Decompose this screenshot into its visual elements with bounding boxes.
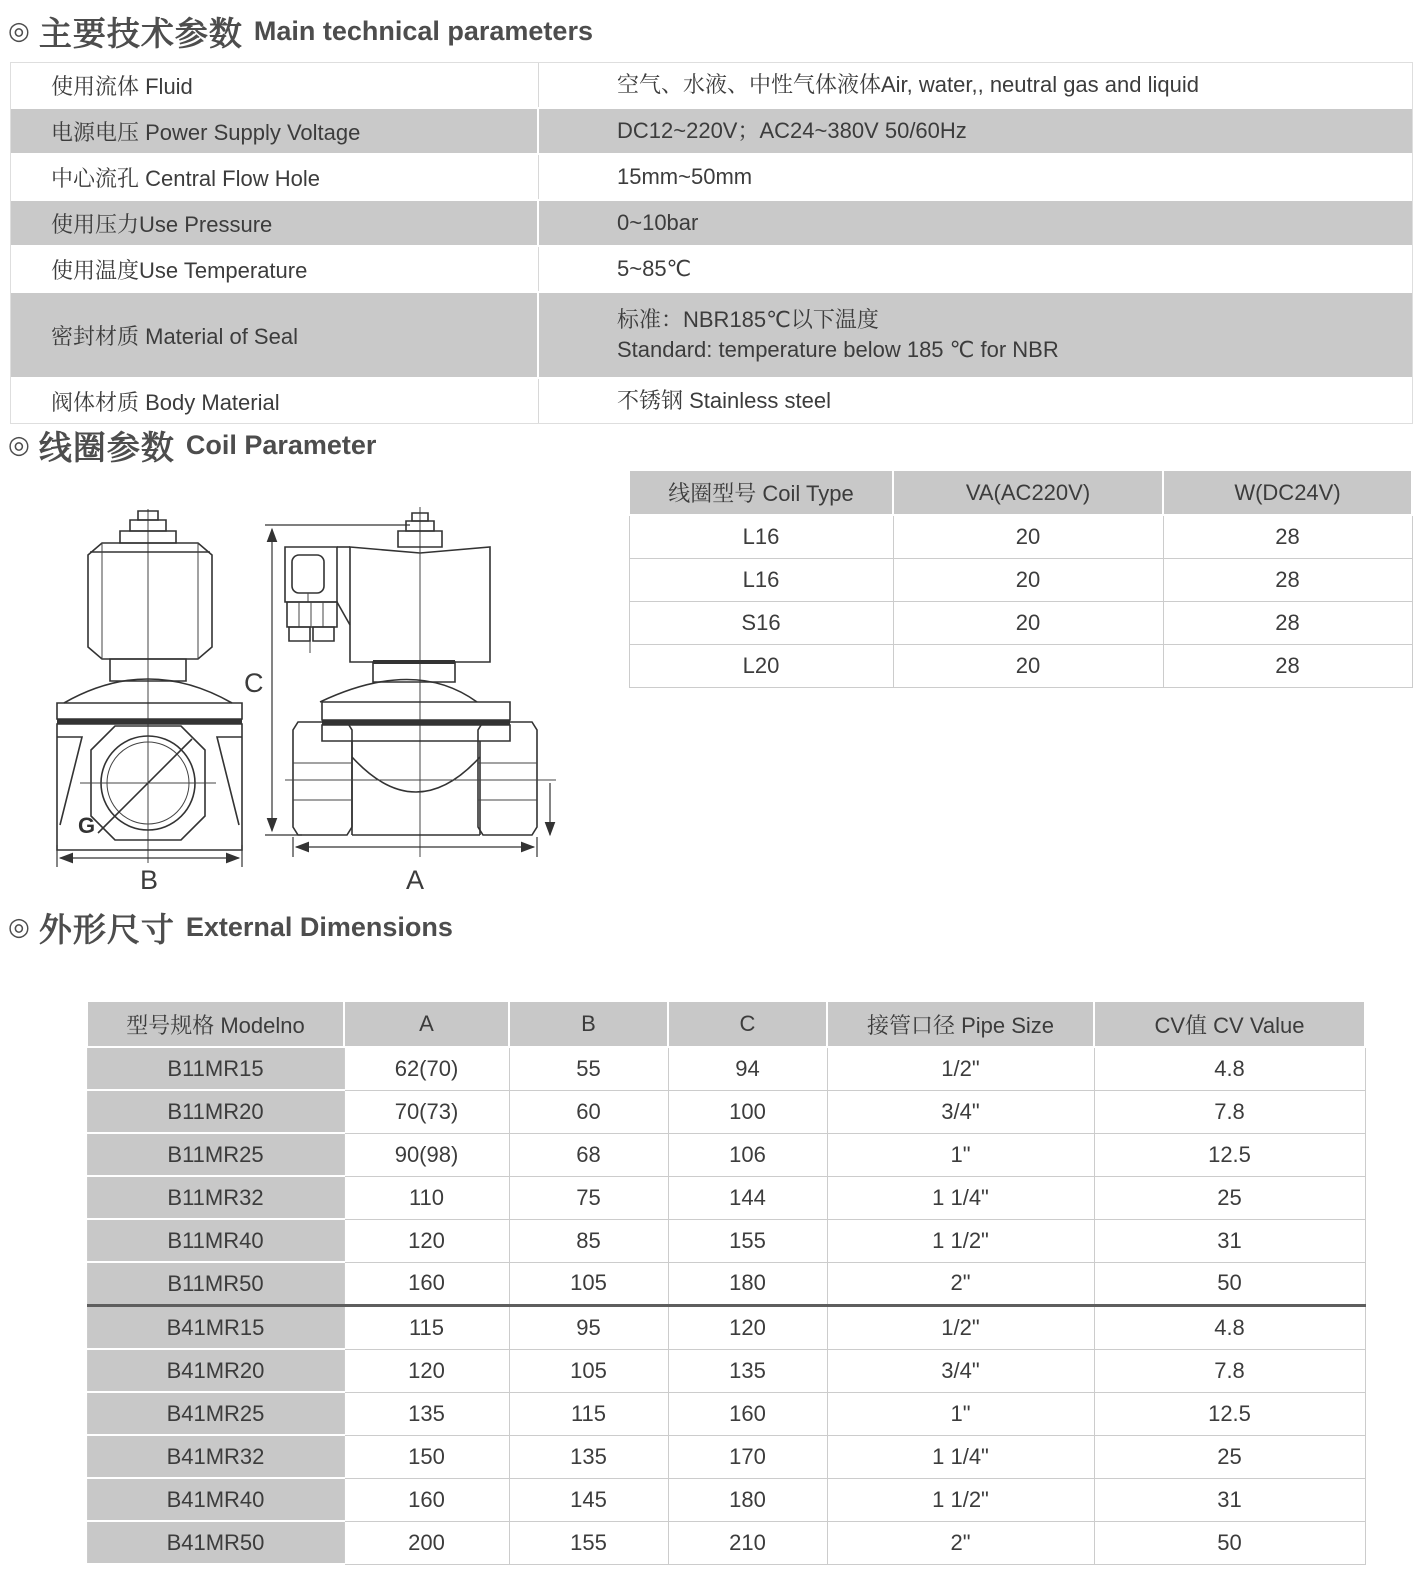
- table-cell: 50: [1094, 1262, 1365, 1306]
- table-row: [87, 1133, 1365, 1176]
- table-cell: 31: [1094, 1219, 1365, 1262]
- param-row: [11, 153, 1412, 199]
- table-cell: 115: [509, 1392, 668, 1435]
- table-cell: 20: [893, 515, 1163, 559]
- table-cell: 20: [893, 602, 1163, 645]
- param-value: DC12~220V；AC24~380V 50/60Hz: [617, 118, 967, 143]
- param-value: 5~85℃: [617, 256, 692, 281]
- table-cell: 115: [344, 1306, 509, 1350]
- section-title-coil-parameter: [8, 422, 376, 469]
- table-cell: 12.5: [1094, 1392, 1365, 1435]
- table-row: [87, 1176, 1365, 1219]
- param-label: 阀体材质 Body Material: [11, 379, 539, 423]
- table-cell: 7.8: [1094, 1090, 1365, 1133]
- table-cell: 105: [509, 1262, 668, 1306]
- header-cell: 接管口径 Pipe Size: [827, 1001, 1094, 1047]
- coil-parameter-table: [628, 469, 1413, 688]
- dimension-label-b: B: [140, 865, 159, 895]
- table-cell: 150: [344, 1435, 509, 1478]
- table-cell: 110: [344, 1176, 509, 1219]
- param-value: 不锈钢 Stainless steel: [617, 388, 831, 413]
- table-cell: B41MR20: [87, 1349, 344, 1392]
- table-cell: 170: [668, 1435, 827, 1478]
- param-row: [11, 245, 1412, 291]
- header-cell: C: [668, 1001, 827, 1047]
- table-cell: 1 1/2": [827, 1478, 1094, 1521]
- table-cell: 20: [893, 645, 1163, 688]
- table-cell: 25: [1094, 1435, 1365, 1478]
- table-cell: S16: [629, 602, 893, 645]
- table-cell: 2": [827, 1262, 1094, 1306]
- table-cell: 135: [668, 1349, 827, 1392]
- header-cell: 线圈型号 Coil Type: [629, 470, 893, 515]
- title-en: External Dimensions: [185, 912, 453, 942]
- param-label: 使用温度Use Temperature: [11, 247, 539, 291]
- table-cell: 135: [344, 1392, 509, 1435]
- table-row: [87, 1349, 1365, 1392]
- table-cell: 90(98): [344, 1133, 509, 1176]
- title-zh: 主要技术参数: [38, 15, 243, 52]
- table-cell: 50: [1094, 1521, 1365, 1564]
- table-cell: 1": [827, 1392, 1094, 1435]
- table-cell: 85: [509, 1219, 668, 1262]
- table-cell: 60: [509, 1090, 668, 1133]
- param-row: [11, 291, 1412, 377]
- coil-table-header: [629, 470, 1412, 515]
- param-value: [539, 293, 1412, 377]
- table-cell: B11MR32: [87, 1176, 344, 1219]
- table-cell: 1 1/4": [827, 1435, 1094, 1478]
- dims-table-header: [87, 1001, 1365, 1047]
- table-cell: 12.5: [1094, 1133, 1365, 1176]
- param-row: [11, 107, 1412, 153]
- table-cell: 25: [1094, 1176, 1365, 1219]
- table-row: [87, 1392, 1365, 1435]
- table-cell: 31: [1094, 1478, 1365, 1521]
- title-en: Main technical parameters: [253, 16, 593, 46]
- param-value-line: Standard: temperature below 185 ℃ for NBR: [617, 337, 1059, 362]
- title-en: Coil Parameter: [185, 430, 377, 460]
- table-cell: 3/4": [827, 1090, 1094, 1133]
- dimension-label-a: A: [406, 865, 425, 895]
- param-label: 使用流体 Fluid: [11, 63, 539, 107]
- table-cell: B41MR25: [87, 1392, 344, 1435]
- table-cell: B11MR20: [87, 1090, 344, 1133]
- table-row: [87, 1435, 1365, 1478]
- table-row: [87, 1262, 1365, 1306]
- param-value-line: 标准：NBR185℃以下温度: [617, 307, 879, 332]
- valve-side-view-drawing: [244, 507, 556, 895]
- table-cell: 55: [509, 1047, 668, 1090]
- table-row: [87, 1478, 1365, 1521]
- table-cell: 144: [668, 1176, 827, 1219]
- table-cell: 70(73): [344, 1090, 509, 1133]
- param-row: [11, 377, 1412, 423]
- table-cell: 135: [509, 1435, 668, 1478]
- table-row: [629, 515, 1412, 559]
- table-cell: B11MR15: [87, 1047, 344, 1090]
- dimension-label-c: C: [244, 668, 264, 698]
- table-row: [629, 559, 1412, 602]
- valve-technical-drawings: [40, 495, 570, 895]
- header-cell: CV值 CV Value: [1094, 1001, 1365, 1047]
- table-cell: 106: [668, 1133, 827, 1176]
- table-cell: B41MR32: [87, 1435, 344, 1478]
- table-cell: 210: [668, 1521, 827, 1564]
- table-row: [87, 1090, 1365, 1133]
- table-cell: 155: [509, 1521, 668, 1564]
- dimension-label-g: G: [78, 813, 96, 838]
- table-cell: B11MR40: [87, 1219, 344, 1262]
- table-row: [629, 602, 1412, 645]
- table-cell: B11MR25: [87, 1133, 344, 1176]
- table-cell: 28: [1163, 645, 1412, 688]
- table-cell: 4.8: [1094, 1306, 1365, 1350]
- table-cell: 95: [509, 1306, 668, 1350]
- param-value: 15mm~50mm: [617, 164, 753, 189]
- table-cell: 160: [668, 1392, 827, 1435]
- param-label: 密封材质 Material of Seal: [11, 293, 539, 377]
- table-cell: 160: [344, 1478, 509, 1521]
- header-cell: A: [344, 1001, 509, 1047]
- table-cell: 3/4": [827, 1349, 1094, 1392]
- header-cell: 型号规格 Modelno: [87, 1001, 344, 1047]
- table-cell: 62(70): [344, 1047, 509, 1090]
- table-row: [87, 1306, 1365, 1350]
- section-title-main-parameters: [8, 8, 593, 55]
- table-cell: 100: [668, 1090, 827, 1133]
- param-row: [11, 63, 1412, 107]
- table-cell: 1 1/4": [827, 1176, 1094, 1219]
- param-label: 中心流孔 Central Flow Hole: [11, 155, 539, 199]
- table-cell: 120: [344, 1219, 509, 1262]
- table-cell: L20: [629, 645, 893, 688]
- valve-front-view-drawing: [57, 509, 242, 895]
- table-cell: L16: [629, 559, 893, 602]
- param-label: 电源电压 Power Supply Voltage: [11, 109, 539, 153]
- section-title-external-dimensions: [8, 904, 453, 951]
- bullet-icon: ◎: [8, 431, 30, 459]
- external-dimensions-table: [86, 1000, 1366, 1565]
- table-cell: 155: [668, 1219, 827, 1262]
- table-cell: 2": [827, 1521, 1094, 1564]
- table-row: [87, 1521, 1365, 1564]
- param-value: 0~10bar: [617, 210, 699, 235]
- table-cell: 75: [509, 1176, 668, 1219]
- table-cell: 1": [827, 1133, 1094, 1176]
- table-cell: 180: [668, 1262, 827, 1306]
- table-cell: 68: [509, 1133, 668, 1176]
- table-cell: 28: [1163, 559, 1412, 602]
- table-row: [629, 645, 1412, 688]
- table-cell: 4.8: [1094, 1047, 1365, 1090]
- header-cell: B: [509, 1001, 668, 1047]
- table-cell: 94: [668, 1047, 827, 1090]
- table-cell: 28: [1163, 602, 1412, 645]
- table-cell: B11MR50: [87, 1262, 344, 1306]
- table-cell: B41MR15: [87, 1306, 344, 1350]
- table-cell: 105: [509, 1349, 668, 1392]
- header-cell: W(DC24V): [1163, 470, 1412, 515]
- table-cell: 145: [509, 1478, 668, 1521]
- table-cell: 120: [668, 1306, 827, 1350]
- table-cell: 20: [893, 559, 1163, 602]
- table-cell: 1 1/2": [827, 1219, 1094, 1262]
- bullet-icon: ◎: [8, 913, 30, 941]
- bullet-icon: ◎: [8, 17, 30, 45]
- param-value: 空气、水液、中性气体液体Air, water,, neutral gas and liquid: [617, 72, 1199, 97]
- table-cell: 28: [1163, 515, 1412, 559]
- table-row: [87, 1047, 1365, 1090]
- table-cell: 1/2": [827, 1047, 1094, 1090]
- table-cell: 200: [344, 1521, 509, 1564]
- table-cell: 1/2": [827, 1306, 1094, 1350]
- param-row: [11, 199, 1412, 245]
- param-label: 使用压力Use Pressure: [11, 201, 539, 245]
- table-cell: L16: [629, 515, 893, 559]
- title-zh: 外形尺寸: [38, 911, 175, 948]
- title-zh: 线圈参数: [38, 429, 175, 466]
- header-row: [87, 1001, 1365, 1047]
- table-row: [87, 1219, 1365, 1262]
- header-row: [629, 470, 1412, 515]
- table-cell: 120: [344, 1349, 509, 1392]
- header-cell: VA(AC220V): [893, 470, 1163, 515]
- table-cell: 180: [668, 1478, 827, 1521]
- main-params-table: [10, 62, 1413, 424]
- table-cell: 7.8: [1094, 1349, 1365, 1392]
- table-cell: B41MR40: [87, 1478, 344, 1521]
- table-cell: B41MR50: [87, 1521, 344, 1564]
- table-cell: 160: [344, 1262, 509, 1306]
